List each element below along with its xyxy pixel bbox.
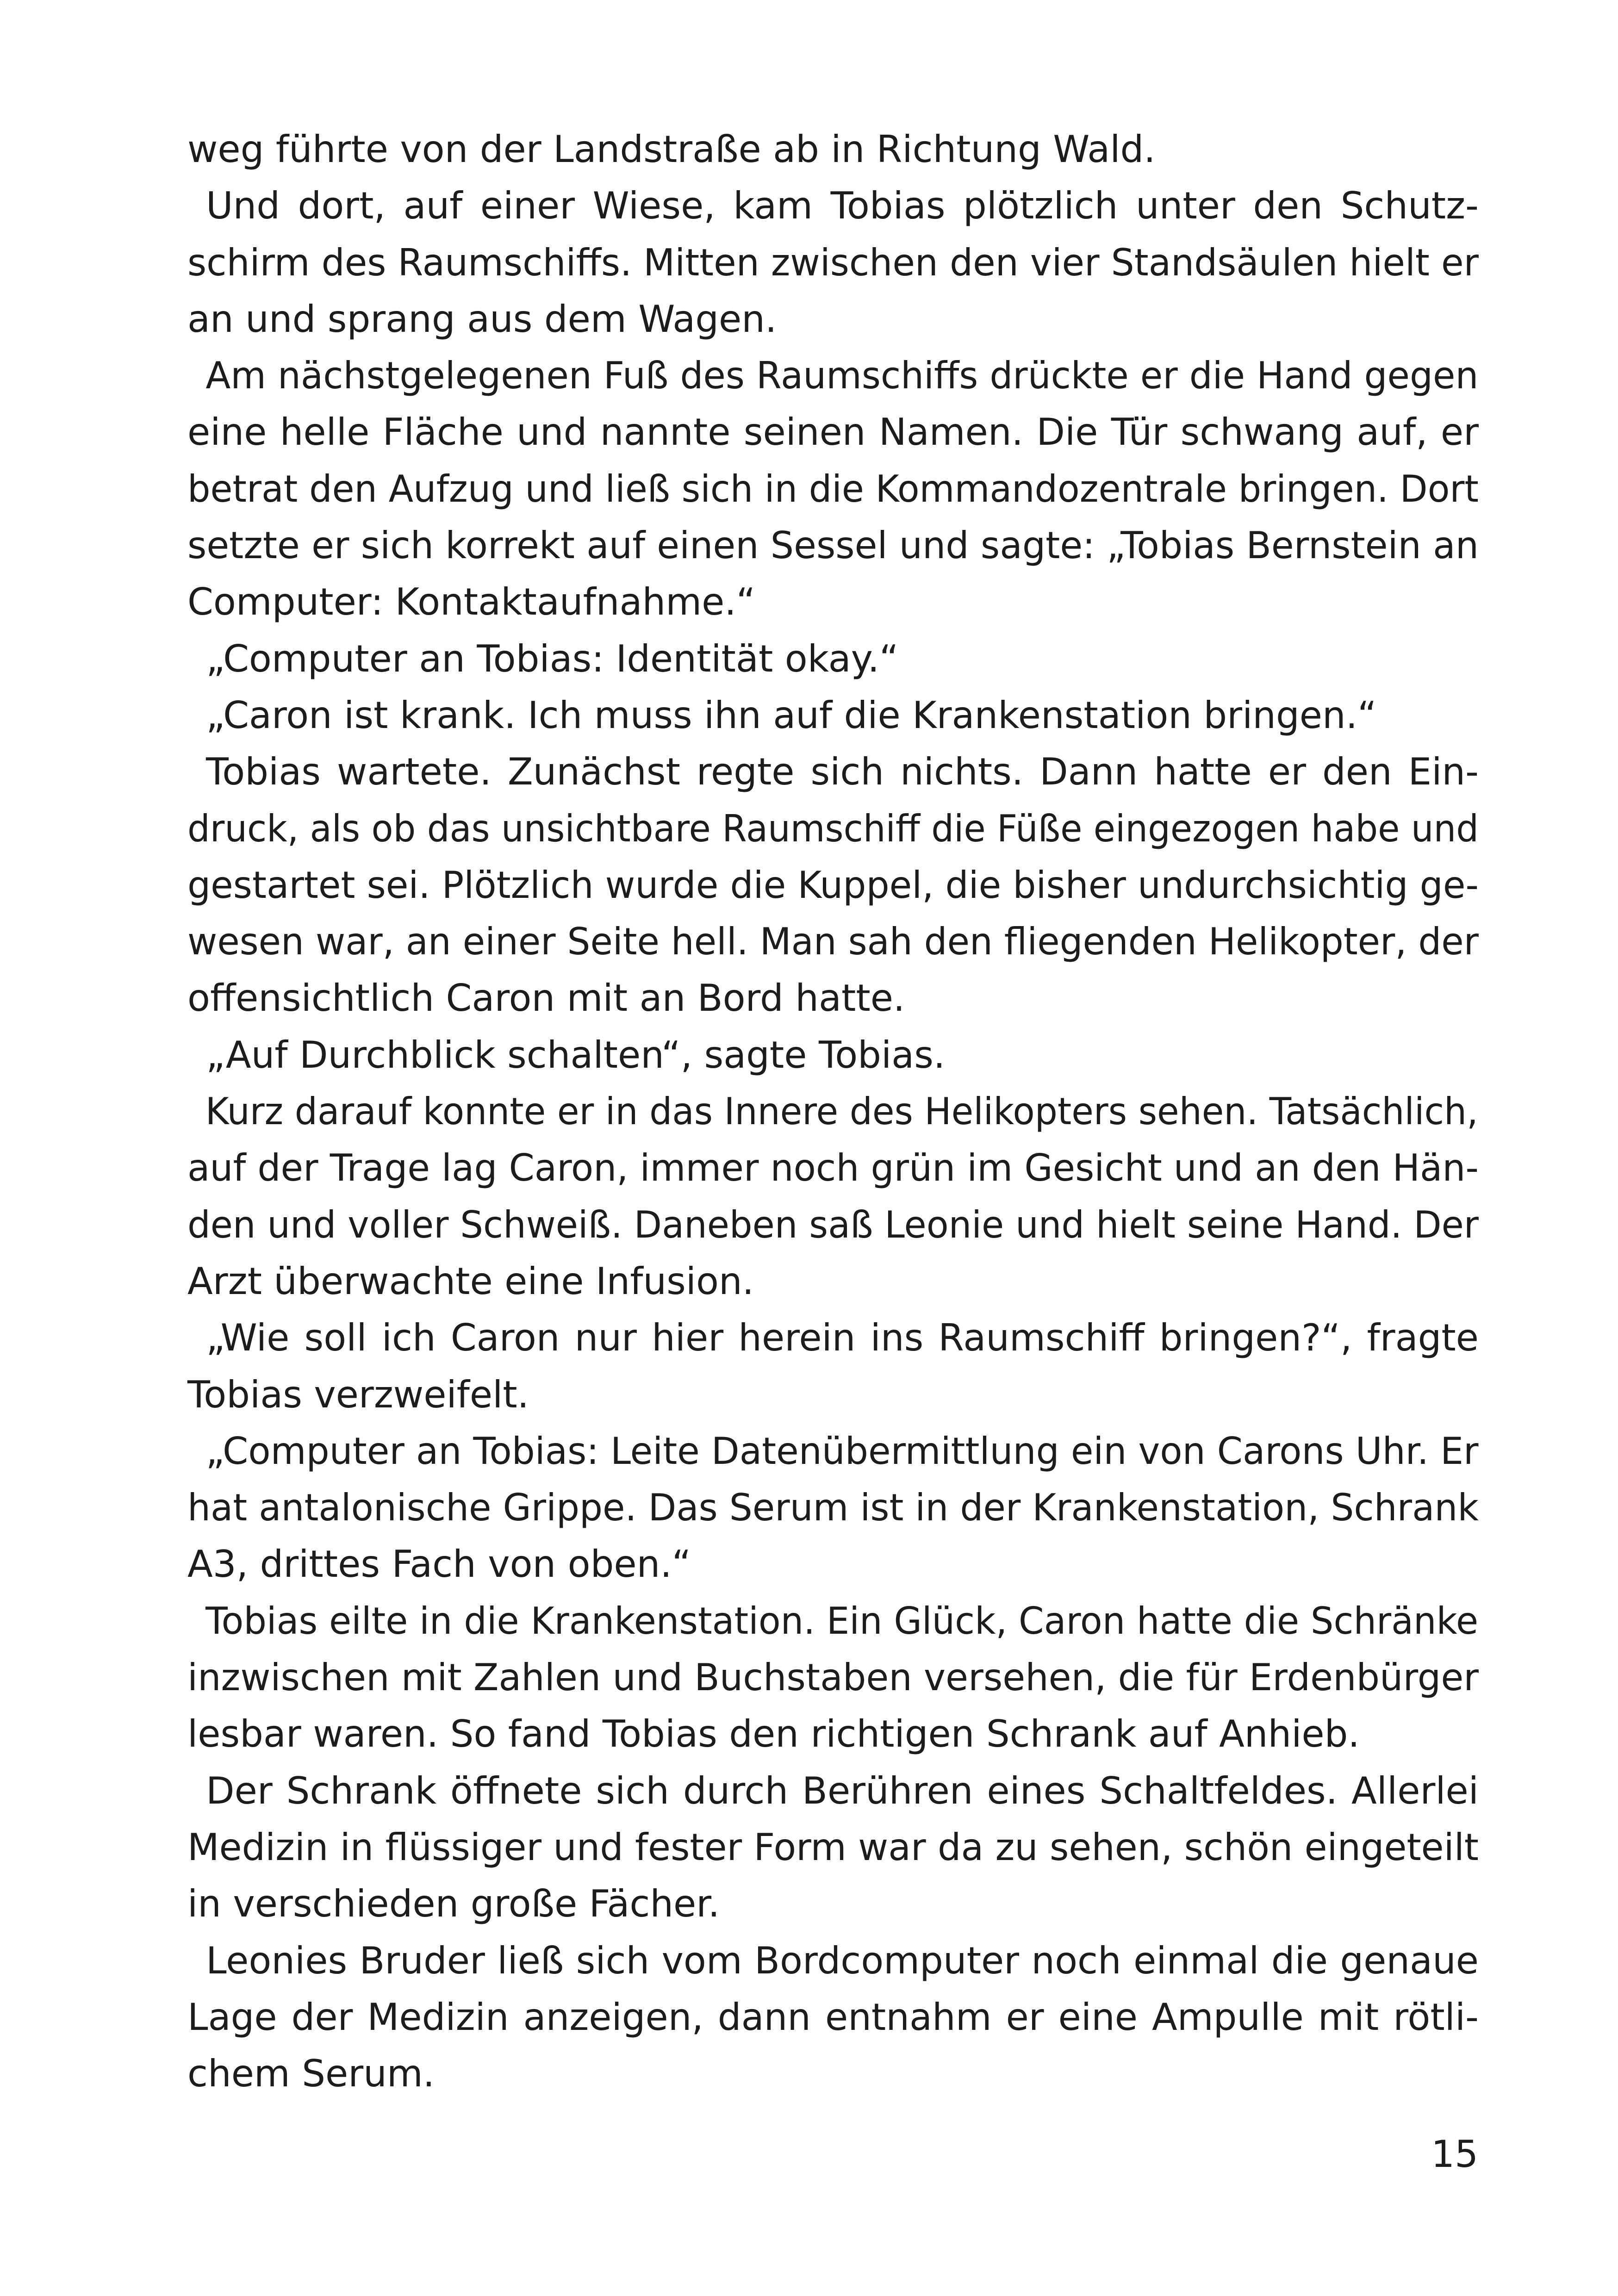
text-line [187, 178, 1479, 234]
text-line [187, 404, 1479, 460]
text-line [187, 1819, 1479, 1876]
text-line [187, 631, 1479, 687]
text-line [187, 1140, 1479, 1196]
text-line-content: inzwischen mit Zahlen und Buchstaben versehen, die für Erdenbürger [187, 1656, 1479, 1699]
text-line [187, 1649, 1479, 1706]
text-line [187, 1989, 1479, 2046]
text-line-content: schirm des Raumschiffs. Mitten zwischen den vier Standsäulen hielt er [187, 241, 1479, 284]
text-line-content: Computer: Kontaktaufnahme.“ [187, 580, 756, 624]
text-line-content: Der Schrank öffnete sich durch Berühren eines Schaltfeldes. Allerlei [206, 1769, 1479, 1812]
text-line-content: Tobias eilte in die Krankenstation. Ein Glück, Caron hatte die Schränke [205, 1599, 1479, 1643]
text-line [187, 291, 1479, 348]
text-line [187, 1423, 1479, 1480]
text-line [187, 235, 1479, 291]
text-line-content: „Computer an Tobias: Leite Datenübermittlung ein von Carons Uhr. Er [205, 1429, 1479, 1473]
text-line [187, 914, 1479, 970]
text-line-content: hat antalonische Grippe. Das Serum ist in der Krankenstation, Schrank [187, 1486, 1479, 1530]
text-line [187, 744, 1479, 800]
text-line [187, 687, 1479, 744]
text-line [187, 1027, 1479, 1083]
text-line-content: „Wie soll ich Caron nur hier herein ins Raumschiff bringen?“, fragte [206, 1316, 1479, 1360]
text-line [187, 1933, 1479, 1989]
text-line-content: Kurz darauf konnte er in das Innere des Helikopters sehen. Tatsächlich, [205, 1090, 1478, 1133]
text-line [187, 1253, 1479, 1310]
text-line-content: druck, als ob das unsichtbare Raumschiff die Füße eingezogen habe und [187, 807, 1479, 850]
text-line [187, 2046, 1479, 2102]
text-line-content: Tobias verzweifelt. [187, 1373, 529, 1416]
text-line [187, 1480, 1479, 1536]
text-line-content: A3, drittes Fach von oben.“ [187, 1543, 691, 1586]
text-line [187, 1536, 1479, 1593]
text-line-content: „Caron ist krank. Ich muss ihn auf die Krankenstation bringen.“ [206, 693, 1377, 737]
text-line [187, 121, 1479, 178]
text-line-content: gestartet sei. Plötzlich wurde die Kuppel, die bisher undurchsichtig ge- [187, 863, 1479, 907]
text-line-content: eine helle Fläche und nannte seinen Namen. Die Tür schwang auf, er [187, 411, 1479, 454]
text-line-content: Tobias wartete. Zunächst regte sich nichts. Dann hatte er den Ein- [206, 750, 1479, 794]
page-number: 15 [1431, 2133, 1478, 2176]
text-line-content: den und voller Schweiß. Daneben saß Leonie und hielt seine Hand. Der [187, 1203, 1479, 1246]
text-line [187, 1367, 1479, 1423]
text-line [187, 348, 1479, 404]
text-line [187, 461, 1479, 517]
text-line-content: Und dort, auf einer Wiese, kam Tobias plötzlich unter den Schutz- [206, 184, 1479, 228]
text-line-content: Arzt überwachte eine Infusion. [187, 1259, 754, 1303]
text-line-content: wesen war, an einer Seite hell. Man sah den fliegenden Helikopter, der [187, 920, 1479, 964]
text-line [187, 1763, 1479, 1819]
text-line-content: Medizin in flüssiger und fester Form war da zu sehen, schön eingeteilt [187, 1825, 1479, 1869]
text-line [187, 574, 1479, 630]
text-line-content: Am nächstgelegenen Fuß des Raumschiffs drückte er die Hand gegen [205, 354, 1479, 398]
text-line-content: auf der Trage lag Caron, immer noch grün im Gesicht und an den Hän- [187, 1146, 1479, 1190]
text-line [187, 517, 1479, 574]
text-line-content: „Auf Durchblick schalten“, sagte Tobias. [206, 1033, 946, 1076]
text-line [187, 1593, 1479, 1649]
text-line-content: an und sprang aus dem Wagen. [187, 297, 777, 341]
text-line-content: weg führte von der Landstraße ab in Richtung Wald. [187, 128, 1156, 171]
text-line-content: lesbar waren. So fand Tobias den richtigen Schrank auf Anhieb. [187, 1712, 1360, 1756]
text-line-content: Lage der Medizin anzeigen, dann entnahm er eine Ampulle mit rötli- [187, 1995, 1479, 2039]
text-line-content: Leonies Bruder ließ sich vom Bordcomputer noch einmal die genaue [206, 1939, 1479, 1982]
body-text [187, 121, 1479, 2102]
text-line [187, 1083, 1479, 1140]
text-line-content: chem Serum. [187, 2052, 435, 2096]
text-line [187, 1197, 1479, 1253]
text-line [187, 857, 1479, 914]
text-line [187, 1310, 1479, 1366]
text-line-content: in verschieden große Fächer. [187, 1882, 720, 1926]
text-line [187, 801, 1479, 857]
text-line-content: offensichtlich Caron mit an Bord hatte. [187, 977, 905, 1020]
text-line-content: „Computer an Tobias: Identität okay.“ [206, 637, 899, 680]
text-line [187, 1706, 1479, 1762]
text-line [187, 1876, 1479, 1932]
text-line-content: betrat den Aufzug und ließ sich in die Kommandozentrale bringen. Dort [187, 467, 1479, 510]
text-line [187, 970, 1479, 1027]
text-line-content: setzte er sich korrekt auf einen Sessel und sagte: „Tobias Bernstein an [187, 524, 1479, 567]
